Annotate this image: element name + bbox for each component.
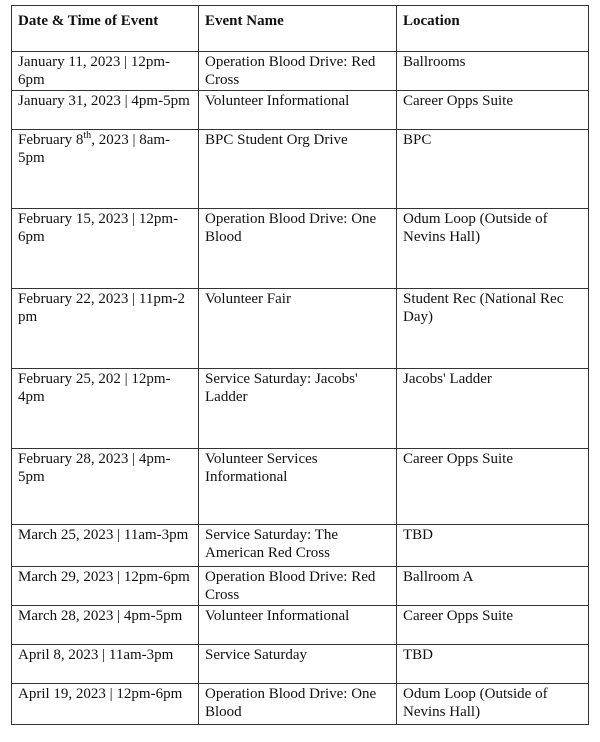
location-cell: BPC (397, 130, 589, 209)
location-cell: Student Rec (National Rec Day) (397, 289, 589, 369)
location-cell: TBD (397, 645, 589, 684)
location-cell: Ballroom A (397, 567, 589, 606)
table-row (12, 130, 589, 209)
date-cell (12, 130, 199, 209)
event-cell: Operation Blood Drive: Red Cross (199, 52, 397, 91)
header-location: Location (397, 6, 589, 52)
header-date-time: Date & Time of Event (12, 6, 199, 52)
event-cell: Service Saturday (199, 645, 397, 684)
date-cell: March 28, 2023 | 4pm-5pm (12, 606, 199, 645)
date-cell: April 19, 2023 | 12pm-6pm (12, 684, 199, 725)
table-row (12, 525, 589, 567)
table-row (12, 449, 589, 525)
date-cell: January 11, 2023 | 12pm-6pm (12, 52, 199, 91)
event-cell: Operation Blood Drive: One Blood (199, 684, 397, 725)
date-cell: April 8, 2023 | 11am-3pm (12, 645, 199, 684)
event-cell: Service Saturday: The American Red Cross (199, 525, 397, 567)
date-cell: February 22, 2023 | 11pm-2 pm (12, 289, 199, 369)
event-cell: Volunteer Fair (199, 289, 397, 369)
date-cell: February 28, 2023 | 4pm-5pm (12, 449, 199, 525)
table-row (12, 645, 589, 684)
event-cell: Volunteer Informational (199, 606, 397, 645)
location-cell: Career Opps Suite (397, 449, 589, 525)
table-row (12, 567, 589, 606)
event-cell: Service Saturday: Jacobs' Ladder (199, 369, 397, 449)
event-cell: Operation Blood Drive: Red Cross (199, 567, 397, 606)
date-cell: January 31, 2023 | 4pm-5pm (12, 91, 199, 130)
table-row (12, 289, 589, 369)
event-cell: BPC Student Org Drive (199, 130, 397, 209)
table-row (12, 52, 589, 91)
header-row (12, 6, 589, 52)
date-cell: March 25, 2023 | 11am-3pm (12, 525, 199, 567)
date-ordinal: th (83, 130, 92, 141)
date-text: February 8 (18, 132, 84, 148)
date-text-suffix: , 2023 | 8am-5pm (18, 132, 171, 166)
date-cell: February 25, 202 | 12pm-4pm (12, 369, 199, 449)
location-cell: Career Opps Suite (397, 91, 589, 130)
event-cell: Volunteer Services Informational (199, 449, 397, 525)
location-cell: TBD (397, 525, 589, 567)
date-cell: February 15, 2023 | 12pm- 6pm (12, 209, 199, 289)
table-row (12, 684, 589, 725)
date-cell: March 29, 2023 | 12pm-6pm (12, 567, 199, 606)
event-cell: Operation Blood Drive: One Blood (199, 209, 397, 289)
table-row (12, 606, 589, 645)
table-row (12, 369, 589, 449)
event-cell: Volunteer Informational (199, 91, 397, 130)
location-cell: Career Opps Suite (397, 606, 589, 645)
location-cell: Odum Loop (Outside of Nevins Hall) (397, 684, 589, 725)
table-row (12, 91, 589, 130)
header-event-name: Event Name (199, 6, 397, 52)
events-table (11, 5, 589, 725)
table-row (12, 209, 589, 289)
location-cell: Odum Loop (Outside of Nevins Hall) (397, 209, 589, 289)
location-cell: Ballrooms (397, 52, 589, 91)
location-cell: Jacobs' Ladder (397, 369, 589, 449)
